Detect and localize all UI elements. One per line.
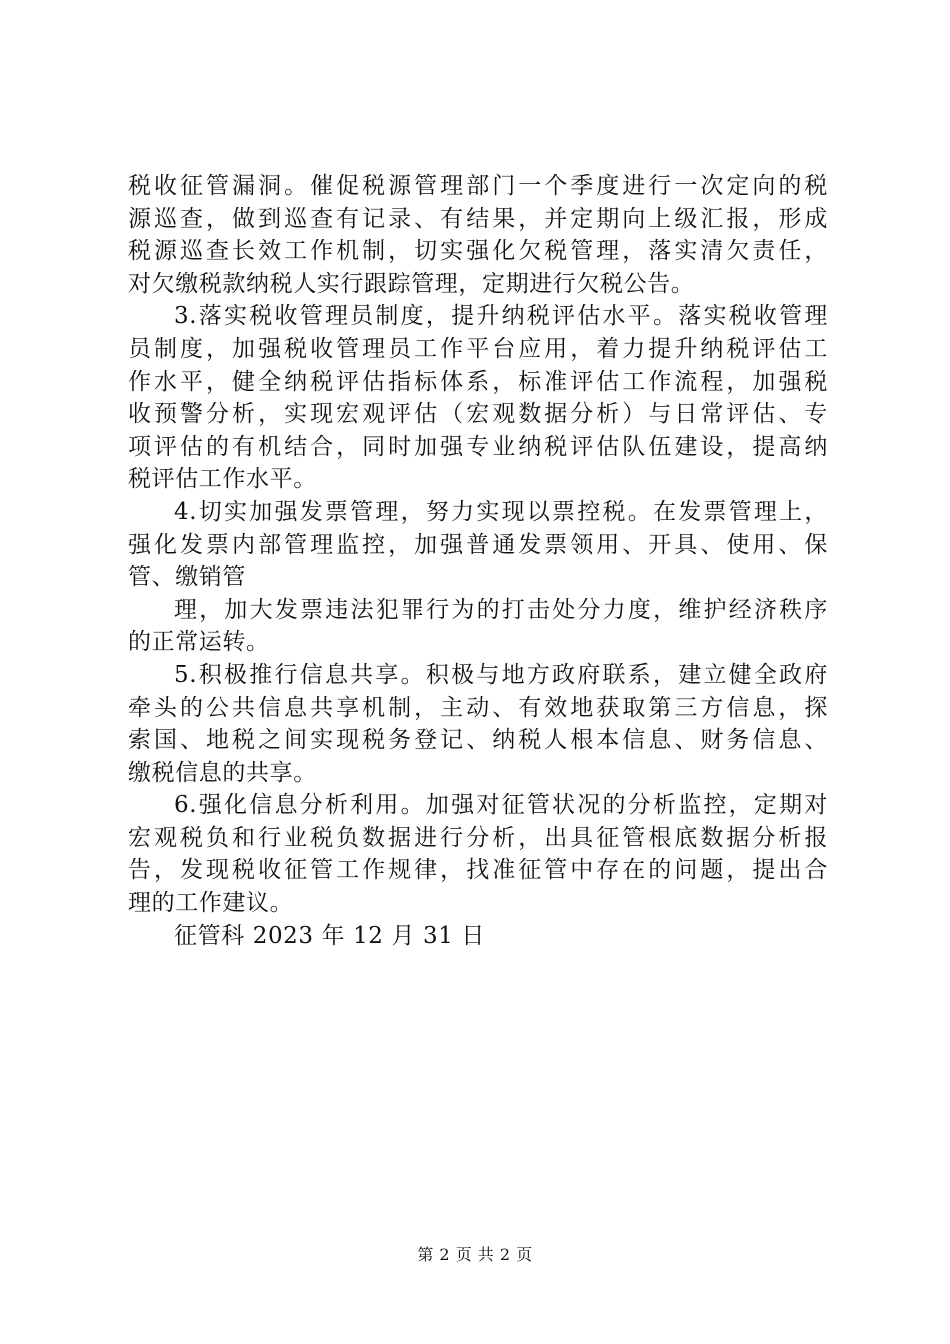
paragraph-item-6	[128, 789, 828, 919]
text-line: 管、缴销管	[128, 564, 246, 591]
text-line: 员制度，加强税收管理员工作平台应用，着力提升纳税评估工	[128, 335, 828, 362]
signature-line: 征管科 2023 年 12 月 31 日	[174, 922, 485, 949]
page-number: 第 2 页 共 2 页	[417, 1245, 533, 1264]
text-line: 牵头的公共信息共享机制，主动、有效地获取第三方信息，探	[128, 694, 828, 721]
text-line: 对欠缴税款纳税人实行跟踪管理，定期进行欠税公告。	[128, 270, 695, 297]
text-line: 索国、地税之间实现税务登记、纳税人根本信息、财务信息、	[128, 727, 828, 754]
text-line: 税评估工作水平。	[128, 466, 317, 493]
text-line: 5.积极推行信息共享。积极与地方政府联系，建立健全政府	[174, 661, 828, 688]
text-line: 缴税信息的共享。	[128, 759, 317, 786]
text-line: 项评估的有机结合，同时加强专业纳税评估队伍建设，提高纳	[128, 433, 828, 460]
text-line: 税源巡查长效工作机制，切实强化欠税管理，落实清欠责任，	[128, 238, 828, 265]
text-line: 收预警分析，实现宏观评估（宏观数据分析）与日常评估、专	[128, 401, 828, 428]
text-line: 4.切实加强发票管理，努力实现以票控税。在发票管理上，	[174, 498, 828, 525]
document-body	[128, 170, 828, 952]
text-line: 税收征管漏洞。催促税源管理部门一个季度进行一次定向的税	[128, 173, 828, 199]
paragraph-tax-loophole	[128, 170, 828, 300]
text-line: 的正常运转。	[128, 629, 270, 656]
text-line: 源巡查，做到巡查有记录、有结果，并定期向上级汇报，形成	[128, 205, 828, 232]
paragraph-item-4	[128, 496, 828, 659]
text-line: 理的工作建议。	[128, 890, 294, 917]
text-line: 告，发现税收征管工作规律，找准征管中存在的问题，提出合	[128, 857, 828, 884]
text-line: 理，加大发票违法犯罪行为的打击处分力度，维护经济秩序	[174, 596, 828, 623]
text-line: 宏观税负和行业税负数据进行分析，出具征管根底数据分析报	[128, 824, 828, 851]
paragraph-item-3	[128, 300, 828, 496]
text-line: 6.强化信息分析利用。加强对征管状况的分析监控，定期对	[174, 792, 828, 819]
text-line: 3.落实税收管理员制度，提升纳税评估水平。落实税收管理	[174, 303, 828, 330]
text-line: 强化发票内部管理监控，加强普通发票领用、开具、使用、保	[128, 531, 828, 558]
paragraph-item-5	[128, 659, 828, 789]
signature-date	[128, 920, 828, 953]
text-line: 作水平，健全纳税评估指标体系，标准评估工作流程，加强税	[128, 368, 828, 395]
